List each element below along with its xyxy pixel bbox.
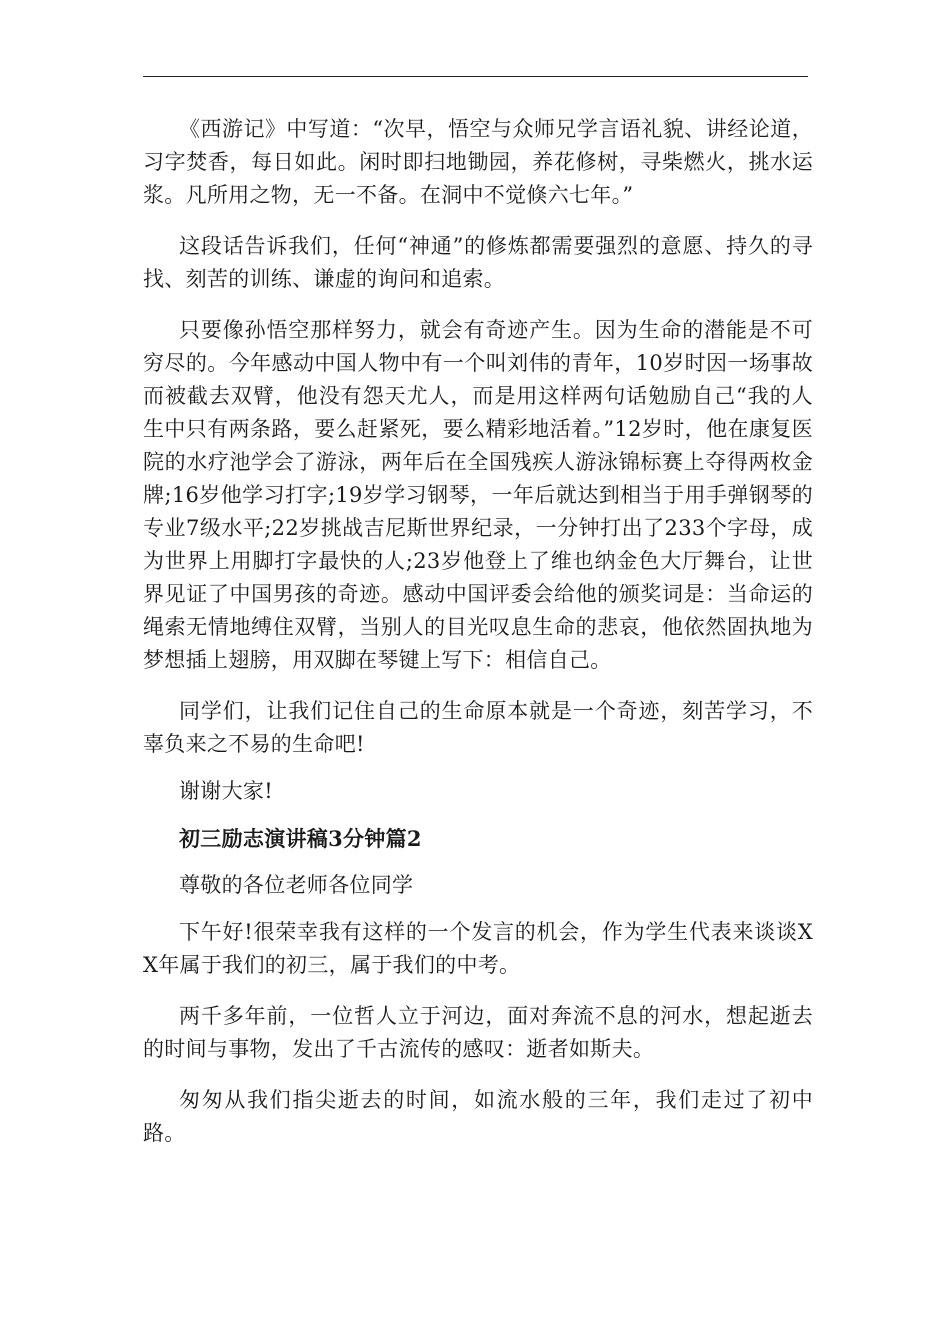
- paragraph-classmates: 同学们，让我们记住自己的生命原本就是一个奇迹，刻苦学习，不辜负来之不易的生命吧!: [143, 699, 813, 756]
- section-heading: 初三励志演讲稿3分钟篇2: [179, 826, 422, 851]
- paragraph-shentong: 这段话告诉我们，任何“神通”的修炼都需要强烈的意愿、持久的寻找、刻苦的训练、谦虚的询问和追索。: [143, 234, 813, 291]
- document-body: [143, 113, 813, 1150]
- paragraph-philosopher: 两千多年前，一位哲人立于河边，面对奔流不息的河水，想起逝去的时间与事物，发出了千古流传的感叹：逝者如斯夫。: [143, 1004, 813, 1061]
- paragraph-thanks: 谢谢大家!: [179, 779, 273, 803]
- paragraph-greeting: 下午好!很荣幸我有这样的一个发言的机会，作为学生代表来谈谈XX年属于我们的初三，属于我们的中考。: [143, 920, 813, 977]
- paragraph-salutation: 尊敬的各位老师各位同学: [179, 873, 414, 897]
- paragraph-liuwei-story: 只要像孙悟空那样努力，就会有奇迹产生。因为生命的潜能是不可穷尽的。今年感动中国人物中有一个叫刘伟的青年，10岁时因一场事故而被截去双臂，他没有怨天尤人，而是用这样两句话勉励自己“我的人生中只有两条路，要么赶紧死，要么精彩地活着。”12岁时，他在康复医院的水疗池学会了游泳，两年后在全国残疾人游泳锦标赛上夺得两枚金牌;16岁他学习打字;19岁学习钢琴，一年后就达到相当于用手弹钢琴的专业7级水平;22岁挑战吉尼斯世界纪录，一分钟打出了233个字母，成为世界上用脚打字最快的人;23岁他登上了维也纳金色大厅舞台，让世界见证了中国男孩的奇迹。感动中国评委会给他的颁奖词是：当命运的绳索无情地缚住双臂，当别人的目光叹息生命的悲哀，他依然固执地为梦想插上翅膀，用双脚在琴键上写下：相信自己。: [143, 318, 813, 672]
- paragraph-xiyouji-quote: 《西游记》中写道：“次早，悟空与众师兄学言语礼貌、讲经论道，习字焚香，每日如此。闲时即扫地锄园，养花修树，寻柴燃火，挑水运浆。凡所用之物，无一不备。在洞中不觉倏六七年。”: [143, 117, 813, 207]
- paragraph-three-years: 匆匆从我们指尖逝去的时间，如流水般的三年，我们走过了初中路。: [143, 1088, 813, 1145]
- header-divider: [143, 76, 808, 77]
